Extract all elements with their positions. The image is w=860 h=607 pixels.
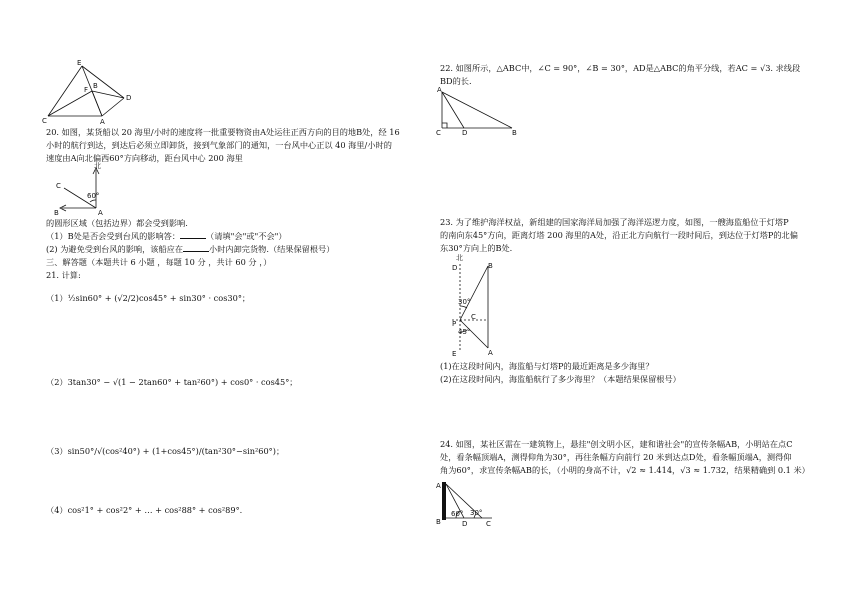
label-A: A (100, 118, 105, 126)
q23-sub1: (1)在这段时间内，海监船与灯塔P的最近距离是多少海里？ (440, 361, 654, 371)
q20-sub2-text: (2) 为避免受到台风的影响，该船应在 (46, 244, 184, 254)
label-B: B (436, 518, 441, 526)
label-angle-30: 30° (458, 298, 471, 306)
label-A: A (98, 209, 103, 217)
label-E: E (452, 350, 457, 358)
label-A: A (437, 86, 442, 94)
label-angle-45: 45° (458, 328, 471, 336)
figure-q22-triangle (436, 86, 526, 136)
q20-sub1 (46, 230, 287, 242)
q20-line3: 速度由A向北偏西60°方向移动，距台风中心 200 海里 (46, 153, 243, 163)
label-D: D (452, 264, 458, 272)
q21-part1: （1）½sin60° + (√2/2)cos45° + sin30° · cos30°； (46, 293, 251, 303)
q21-part4: （4）cos²1° + cos²2° + … + cos²88° + cos²89°. (46, 505, 243, 515)
q20-sub2-tail: 小时内卸完货物.（结果保留根号） (209, 244, 335, 254)
label-B: B (93, 82, 98, 90)
building-wall (442, 482, 446, 520)
label-D: D (126, 94, 132, 102)
figure-q24-banner (436, 480, 500, 528)
label-C: C (471, 313, 476, 321)
label-B: B (512, 129, 517, 137)
q20-line2: 小时的航行到达，到达后必须立即卸货，接到气象部门的通知，一台风中心正以 40 海里/小时的 (46, 140, 392, 150)
label-angle-60: 60° (451, 510, 464, 518)
label-P: P (452, 320, 457, 328)
label-D: D (462, 520, 468, 528)
answer-blank-1[interactable] (180, 230, 206, 239)
label-north: 北 (94, 162, 101, 170)
q24-line2: 处，看条幅顶端A，测得仰角为30°，再往条幅方向前行 20 米到达点D处，看条幅顶端A，测得仰 (440, 452, 792, 462)
q20-line4: 的圆形区域（包括边界）都会受到影响. (46, 218, 188, 228)
label-E: E (77, 59, 82, 67)
q21-title: 21. 计算: (46, 270, 81, 280)
q23-line3: 东30°方向上的B处. (440, 243, 513, 253)
q23-line2: 的南向东45°方向，距离灯塔 200 海里的A处，沿正北方向航行一段时间后，到达位于灯塔P的北偏 (440, 230, 798, 240)
label-B: B (488, 262, 493, 270)
label-C: C (436, 129, 441, 137)
label-F: F (84, 86, 89, 94)
q23-sub2: (2)在这段时间内，海监船航行了多少海里？（本题结果保留根号） (440, 374, 681, 384)
label-north: 北 (456, 254, 463, 262)
answer-blank-2[interactable] (183, 243, 209, 252)
q20-line1: 20. 如图，某货船以 20 海里/小时的速度将一批重要物资由A处运往正西方向的目的地B处，经 16 (46, 127, 400, 137)
q24-line3: 角为60°，求宣传条幅AB的长，（小明的身高不计，√2 ≈ 1.414，√3 ≈ 1.732，结果精确到 0.1 米） (440, 465, 810, 475)
q23-line1: 23. 为了维护海洋权益，新组建的国家海洋局加强了海洋巡逻力度，如图，一艘海监船位于灯塔P (440, 217, 789, 227)
q22-line2: BD的长. (440, 76, 472, 86)
label-A: A (436, 482, 441, 490)
section-3-heading: 三、解答题（本题共计 6 小题 ，每题 10 分 ，共计 60 分 ，） (46, 257, 272, 267)
label-C: C (42, 117, 47, 125)
figure-q23-lighthouse (444, 254, 514, 360)
label-B: B (54, 209, 59, 217)
figure-q19-triangles (40, 58, 140, 126)
label-D: D (462, 129, 468, 137)
label-angle-60: 60° (87, 192, 100, 200)
label-C: C (56, 182, 61, 190)
q24-line1: 24. 如图，某社区需在一建筑物上，悬挂"创文明小区，建和谐社会"的宣传条幅AB，小明站在点C (440, 439, 793, 449)
label-angle-30: 30° (470, 509, 483, 517)
figure-q20-typhoon (54, 164, 124, 216)
label-C: C (486, 520, 491, 528)
q20-sub1-tail: （请填"会"或"不会"） (206, 231, 287, 241)
q21-part2: （2）3tan30° − √(1 − 2tan60° + tan²60°) + cos0° · cos45°； (46, 377, 298, 387)
label-A: A (488, 349, 493, 357)
q20-sub2 (46, 243, 334, 255)
q22-line1: 22. 如图所示，△ABC中，∠C = 90°，∠B = 30°，AD是△ABC的角平分线，若AC = √3. 求线段 (440, 63, 801, 73)
q20-sub1-text: （1）B处是否会受到台风的影响答： (46, 231, 181, 241)
q21-part3: （3）sin50°/√(cos²40°) + (1+cos45°)/(tan²30°−sin²60°)； (46, 446, 285, 456)
